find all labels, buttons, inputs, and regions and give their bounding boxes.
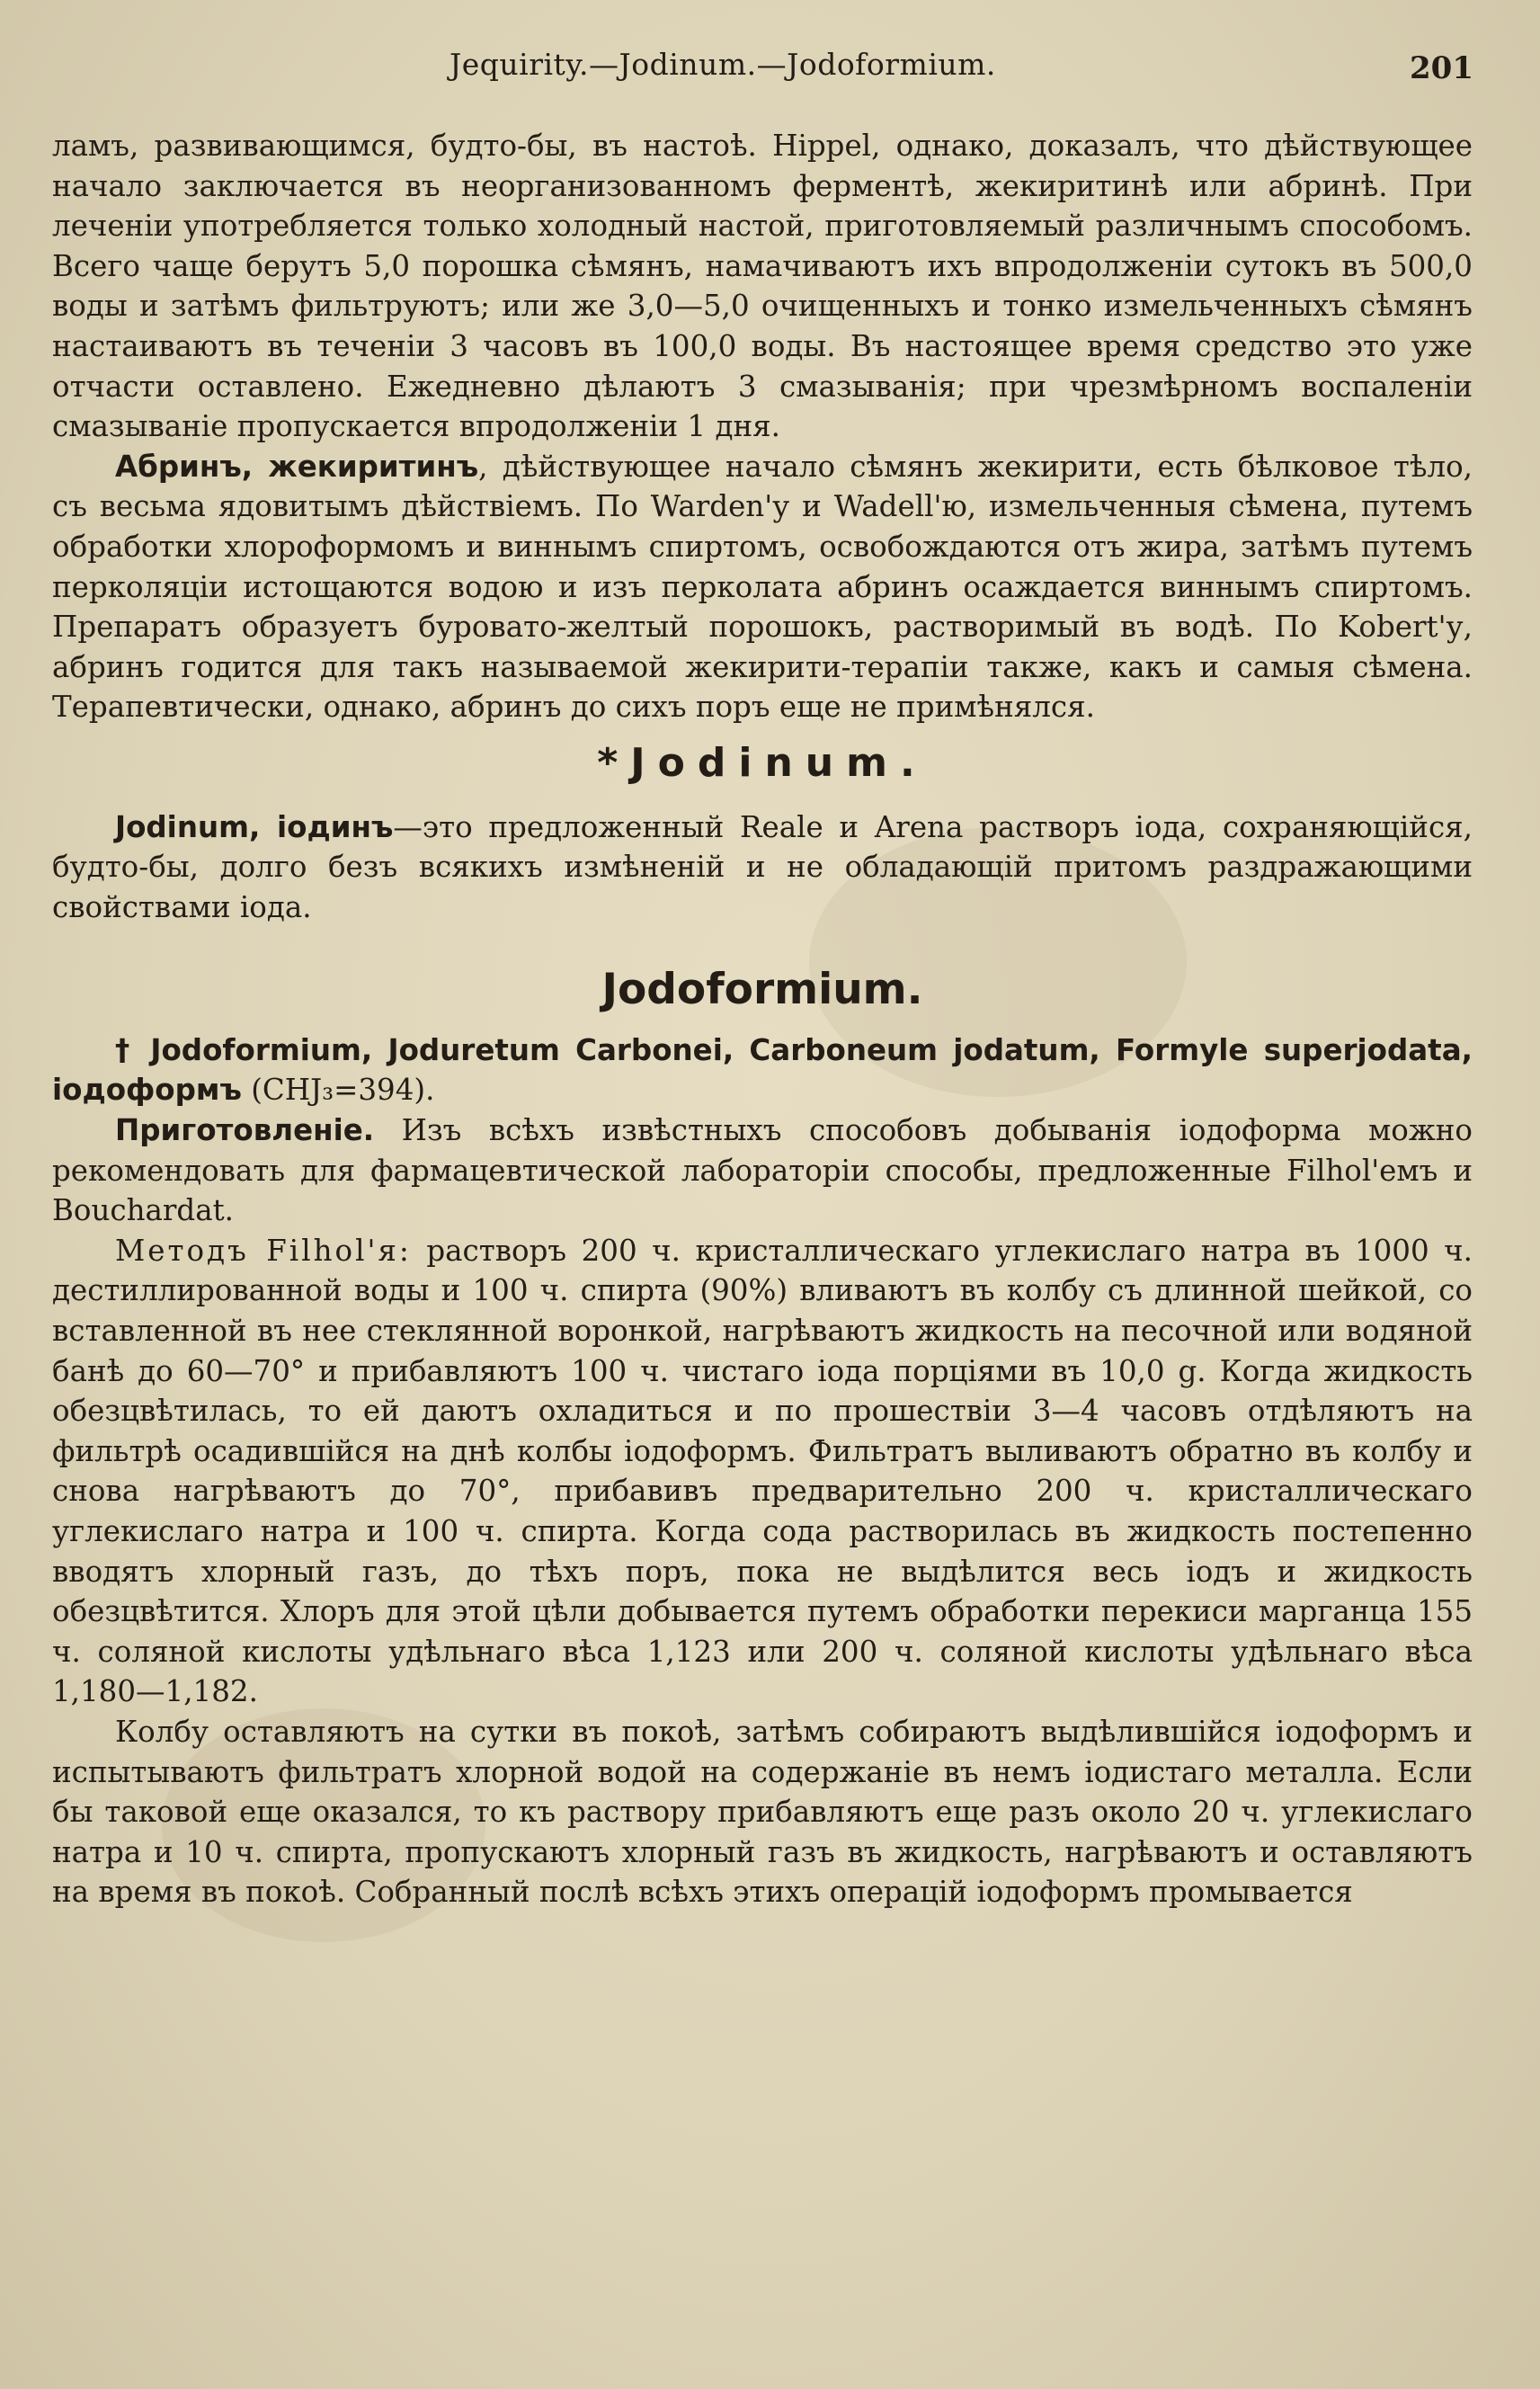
- preparation-paragraph: [52, 1110, 1473, 1231]
- jequirity-paragraph-2: [52, 447, 1473, 727]
- preparation-label: Приготовленіе.: [115, 1113, 375, 1148]
- preparation-text: Изъ всѣхъ извѣстныхъ способовъ добыванія іодоформа можно рекомендовать для фармацевтической лабораторіи способы, предложенные Filhol'емъ и Bouchardat.: [52, 1113, 1473, 1228]
- section-title-jodinum: *Jodinum.: [597, 739, 928, 786]
- jodoformium-formula: (CHJ₃=394).: [241, 1073, 435, 1108]
- last-paragraph: Колбу оставляютъ на сутки въ покоѣ, затѣмъ собираютъ выдѣлившійся іодоформъ и испытываютъ фильтратъ хлорной водой на содержаніе въ немъ іодистаго металла. Если бы таковой еще оказался, то къ раствору прибавляютъ еще разъ около 20 ч. углекислаго натра и 10 ч. спирта, пропускаютъ хлорный газъ въ жидкость, нагрѣваютъ и оставляютъ на время въ покоѣ. Собранный послѣ всѣхъ этихъ операцій іодоформъ промывается: [52, 1714, 1473, 1910]
- jodinum-text: —это предложенный Reale и Arena растворъ іода, сохраняющійся, будто-бы, долго безъ всякихъ измѣненій и не обладающій притомъ раздражающими свойствами іода.: [52, 809, 1473, 924]
- jodinum-paragraph: [52, 807, 1473, 928]
- jodoformium-synonyms-paragraph: [52, 1030, 1473, 1110]
- running-title: Jequirity.—Jodinum.—Jodoformium.: [450, 47, 996, 82]
- section-title-jodoformium: Jodoformium.: [601, 965, 923, 1015]
- jequirity-paragraph-1: ламъ, развивающимся, будто-бы, въ настоѣ. Hippel, однако, доказалъ, что дѣйствующее начало заключается въ неорганизованномъ ферментѣ, жекиритинѣ или абринѣ. При леченіи употребляется только холодный настой, приготовляемый различнымъ способомъ. Всего чаще берутъ 5,0 порошка сѣмянъ, намачиваютъ ихъ впродолженіи сутокъ въ 500,0 воды и затѣмъ фильтруютъ; или же 3,0—5,0 очищенныхъ и тонко измельченныхъ сѣмянъ настаиваютъ въ теченіи 3 часовъ въ 100,0 воды. Въ настоящее время средство это уже отчасти оставлено. Ежедневно дѣлаютъ 3 смазыванія; при чрезмѣрномъ воспаленіи смазываніе пропускается впродолженіи 1 дня.: [52, 129, 1473, 444]
- page-body: [52, 126, 1473, 1912]
- jodoformium-synonyms: † Jodoformium, Joduretum Carbonei, Carboneum jodatum, Formyle superjodata, іодоформъ: [52, 1032, 1473, 1108]
- abrin-text: , дѣйствующее начало сѣмянъ жекирити, есть бѣлковое тѣло, съ весьма ядовитымъ дѣйствіемъ. По Warden'у и Wadell'ю, измельченныя сѣмена, путемъ обработки хлороформомъ и виннымъ спиртомъ, освобождаются отъ жира, затѣмъ путемъ перколяціи истощаются водою и изъ перколата абринъ осаждается виннымъ спиртомъ. Препаратъ образуетъ буровато-желтый порошокъ, растворимый въ водѣ. По Kobert'у, абринъ годится для такъ называемой жекирити-терапіи также, какъ и самыя сѣмена. Терапевтически, однако, абринъ до сихъ поръ еще не примѣнялся.: [52, 449, 1473, 725]
- page-number: 201: [1410, 50, 1473, 86]
- page-header: [0, 47, 1540, 92]
- method-text: растворъ 200 ч. кристаллическаго углекислаго натра въ 1000 ч. дестиллированной воды и 100 ч. спирта (90%) вливаютъ въ колбу съ длинной шейкой, со вставленной въ нее стеклянной воронкой, нагрѣваютъ жидкость на песочной или водяной банѣ до 60—70° и прибавляютъ 100 ч. чистаго іода порціями въ 10,0 g. Когда жидкость обезцвѣтилась, то ей даютъ охладиться и по прошествіи 3—4 часовъ отдѣляютъ на фильтрѣ осадившійся на днѣ колбы іодоформъ. Фильтратъ выливаютъ обратно въ колбу и снова нагрѣваютъ до 70°, прибавивъ предварительно 200 ч. кристаллическаго углекислаго натра и 100 ч. спирта. Когда сода растворилась въ жидкость постепенно вводятъ хлорный газъ, до тѣхъ поръ, пока не выдѣлится весь іодъ и жидкость обезцвѣтится. Хлоръ для этой цѣли добывается путемъ обработки перекиси марганца 155 ч. соляной кислоты удѣльнаго вѣса 1,123 или 200 ч. соляной кислоты удѣльнаго вѣса 1,180—1,182.: [52, 1233, 1473, 1709]
- jodinum-term: Jodinum, іодинъ: [115, 809, 394, 844]
- abrin-term: Абринъ, жекиритинъ: [115, 449, 479, 484]
- filhol-method-paragraph: [52, 1231, 1473, 1712]
- method-label: Методъ Filhol'я:: [115, 1233, 412, 1268]
